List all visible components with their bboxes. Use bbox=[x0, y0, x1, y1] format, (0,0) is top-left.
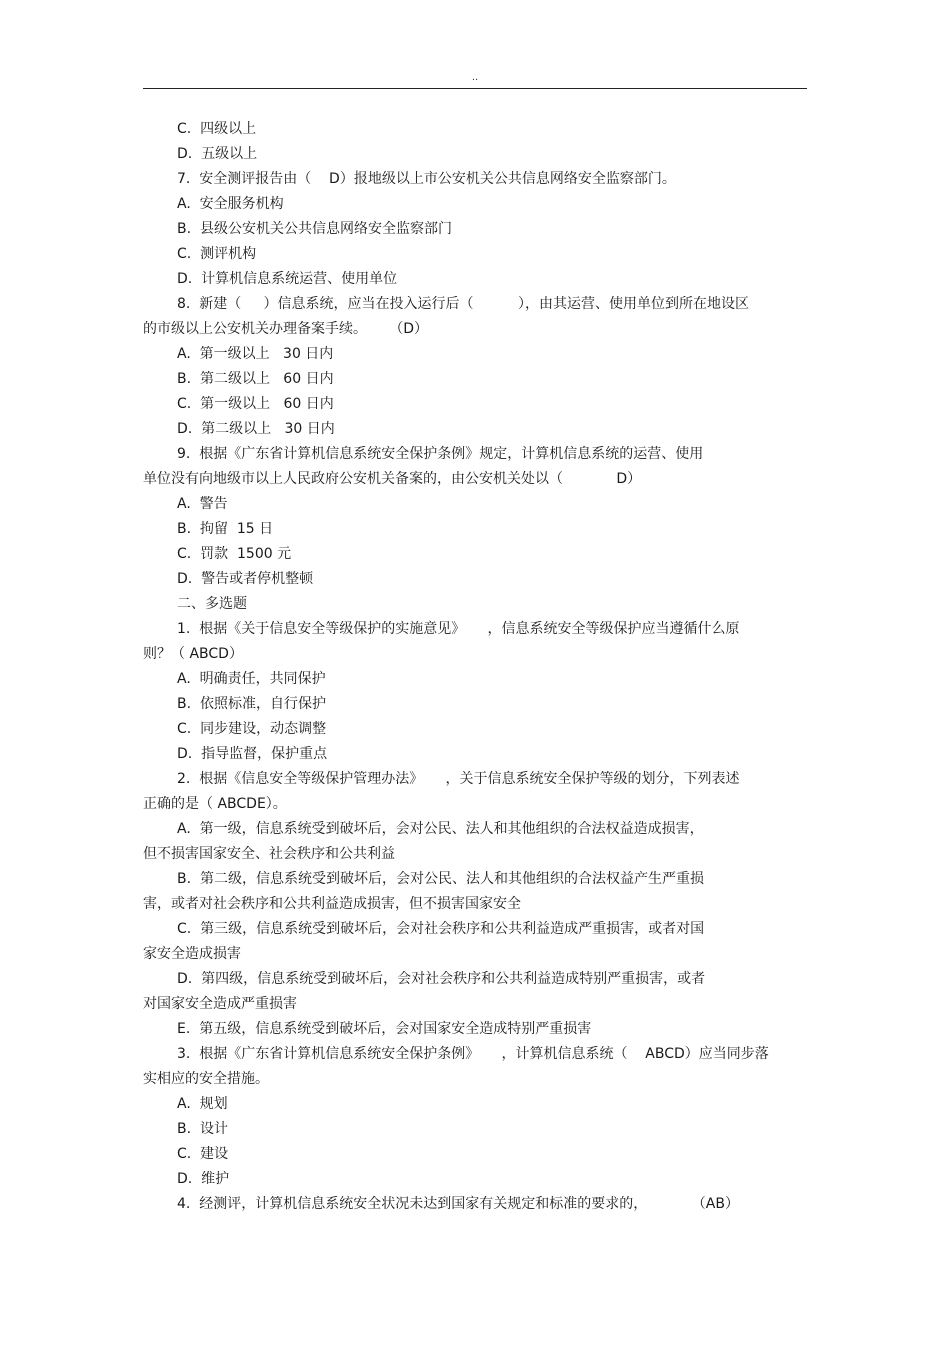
text-line: D. 指导监督，保护重点 bbox=[177, 746, 328, 762]
text-line: B. 第二级以上 60 日内 bbox=[177, 371, 334, 387]
text-line: D. 第四级，信息系统受到破坏后，会对社会秩序和公共利益造成特别严重损害，或者 bbox=[177, 971, 706, 987]
text-line: 正确的是（ ABCDE）。 bbox=[143, 796, 287, 812]
text-line: B. 县级公安机关公共信息网络安全监察部门 bbox=[177, 221, 452, 237]
text-line: 1. 根据《关于信息安全等级保护的实施意见》 ，信息系统安全等级保护应当遵循什么原 bbox=[177, 621, 740, 637]
text-line: 8. 新建（ ）信息系统，应当在投入运行后（ ），由其运营、使用单位到所在地设区 bbox=[177, 296, 750, 312]
text-line: A. 规划 bbox=[177, 1096, 228, 1112]
text-line: 3. 根据《广东省计算机信息系统安全保护条例》 ，计算机信息系统（ ABCD）应当同步落 bbox=[177, 1046, 769, 1062]
text-line: A. 安全服务机构 bbox=[177, 196, 284, 212]
text-line: C. 测评机构 bbox=[177, 246, 257, 262]
text-line: C. 建设 bbox=[177, 1146, 229, 1162]
text-line: 但不损害国家安全、社会秩序和公共利益 bbox=[143, 846, 395, 862]
text-line: D. 警告或者停机整顿 bbox=[177, 571, 314, 587]
text-line: E. 第五级，信息系统受到破坏后，会对国家安全造成特别严重损害 bbox=[177, 1021, 592, 1037]
text-line: C. 四级以上 bbox=[177, 121, 257, 137]
text-line: A. 第一级以上 30 日内 bbox=[177, 346, 334, 362]
text-line: C. 第三级，信息系统受到破坏后，会对社会秩序和公共利益造成严重损害，或者对国 bbox=[177, 921, 705, 937]
text-line: A. 明确责任，共同保护 bbox=[177, 671, 326, 687]
text-line: B. 拘留 15 日 bbox=[177, 521, 274, 537]
text-line: 2. 根据《信息安全等级保护管理办法》 ，关于信息系统安全保护等级的划分，下列表述 bbox=[177, 771, 740, 787]
document-body bbox=[143, 117, 807, 1217]
text-line: 实相应的安全措施。 bbox=[143, 1071, 269, 1087]
text-line: 家安全造成损害 bbox=[143, 946, 241, 962]
text-line: C. 第一级以上 60 日内 bbox=[177, 396, 334, 412]
text-line: A. 警告 bbox=[177, 496, 228, 512]
text-line: A. 第一级，信息系统受到破坏后，会对公民、法人和其他组织的合法权益造成损害， bbox=[177, 821, 704, 837]
text-line: 7. 安全测评报告由（ D）报地级以上市公安机关公共信息网络安全监察部门。 bbox=[177, 171, 676, 187]
text-line: 单位没有向地级市以上人民政府公安机关备案的，由公安机关处以（ D） bbox=[143, 471, 642, 487]
text-line: 的市级以上公安机关办理备案手续。 （D） bbox=[143, 321, 429, 337]
text-line: D. 计算机信息系统运营、使用单位 bbox=[177, 271, 398, 287]
text-line: 二、多选题 bbox=[177, 596, 247, 612]
text-line: 则？（ ABCD） bbox=[143, 646, 243, 662]
text-line: B. 依照标准，自行保护 bbox=[177, 696, 326, 712]
text-line: 9. 根据《广东省计算机信息系统安全保护条例》规定，计算机信息系统的运营、使用 bbox=[177, 446, 704, 462]
text-line: B. 设计 bbox=[177, 1121, 228, 1137]
header-rule bbox=[143, 88, 807, 89]
text-line: C. 罚款 1500 元 bbox=[177, 546, 292, 562]
header-mark: .. bbox=[471, 72, 479, 83]
text-line: B. 第二级，信息系统受到破坏后，会对公民、法人和其他组织的合法权益产生严重损 bbox=[177, 871, 704, 887]
text-line: C. 同步建设，动态调整 bbox=[177, 721, 327, 737]
text-line: D. 第二级以上 30 日内 bbox=[177, 421, 335, 437]
text-line: 4. 经测评，计算机信息系统安全状况未达到国家有关规定和标准的要求的， （AB） bbox=[177, 1196, 739, 1212]
text-line: D. 维护 bbox=[177, 1171, 230, 1187]
text-line: D. 五级以上 bbox=[177, 146, 258, 162]
text-line: 害，或者对社会秩序和公共利益造成损害，但不损害国家安全 bbox=[143, 896, 521, 912]
text-line: 对国家安全造成严重损害 bbox=[143, 996, 297, 1012]
